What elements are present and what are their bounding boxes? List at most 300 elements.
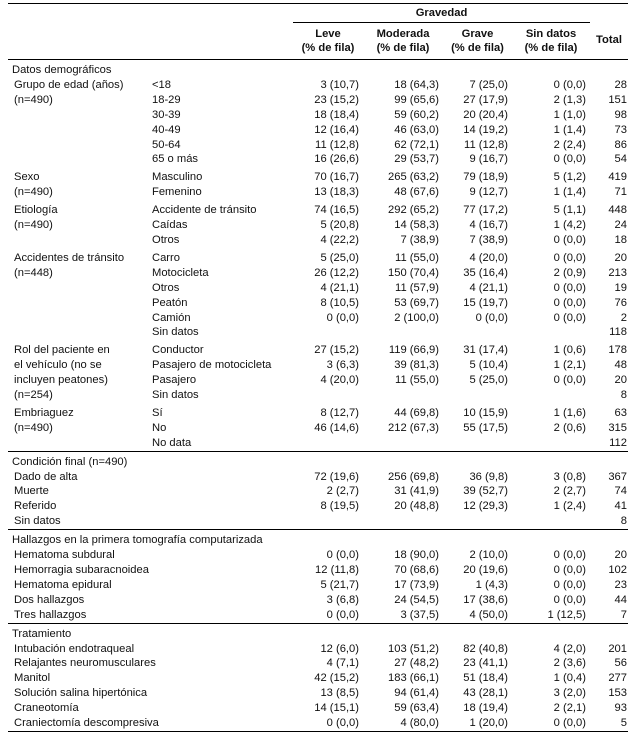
empty-cell bbox=[8, 311, 146, 326]
table-row bbox=[8, 701, 628, 716]
total-cell: 63 bbox=[614, 406, 627, 419]
table-row bbox=[8, 484, 628, 499]
value-cell: 20 (20,4) bbox=[463, 108, 508, 121]
empty-cell bbox=[8, 152, 146, 167]
value-cell: 43 (28,1) bbox=[463, 687, 508, 700]
value-cell: 0 (0,0) bbox=[326, 608, 359, 621]
value-cell bbox=[293, 325, 363, 340]
value-cell: 3 (6,8) bbox=[326, 593, 359, 606]
row-label: Tres hallazgos bbox=[14, 608, 87, 621]
value-cell bbox=[363, 514, 443, 529]
total-cell: 48 bbox=[614, 359, 627, 372]
group-label: el vehículo (no se bbox=[14, 359, 102, 372]
value-cell: 0 (0,0) bbox=[475, 311, 508, 324]
value-cell: 4 (22,2) bbox=[320, 233, 359, 246]
value-cell: 9 (16,7) bbox=[469, 153, 508, 166]
value-cell bbox=[443, 388, 512, 403]
category-label: Sin datos bbox=[152, 389, 199, 402]
value-cell: 77 (17,2) bbox=[463, 204, 508, 217]
section-title-row bbox=[8, 530, 628, 548]
value-cell: 7 (25,0) bbox=[469, 78, 508, 91]
category-label: Otros bbox=[152, 281, 180, 294]
value-cell: 13 (18,3) bbox=[314, 186, 359, 199]
table-row bbox=[8, 593, 628, 608]
value-cell bbox=[363, 436, 443, 451]
value-cell: 292 (65,2) bbox=[388, 204, 439, 217]
value-cell: 20 (19,6) bbox=[463, 564, 508, 576]
value-cell: 4 (16,7) bbox=[469, 219, 508, 232]
value-cell: 39 (52,7) bbox=[463, 485, 508, 498]
total-cell: 5 bbox=[590, 716, 628, 731]
value-cell: 36 (9,8) bbox=[469, 470, 508, 483]
value-cell: 42 (15,2) bbox=[314, 672, 359, 685]
value-cell: 7 (38,9) bbox=[400, 233, 439, 246]
value-cell: 2 (2,7) bbox=[553, 485, 586, 498]
total-cell: 28 bbox=[614, 78, 627, 91]
value-cell bbox=[443, 436, 512, 451]
value-cell: 44 (69,8) bbox=[394, 406, 439, 419]
gravedad-header: Gravedad bbox=[293, 4, 590, 23]
section-title-row bbox=[8, 60, 628, 78]
total-cell: 20 bbox=[614, 251, 627, 264]
table-row bbox=[8, 608, 628, 623]
empty-cell bbox=[8, 325, 146, 340]
value-cell: 2 (100,0) bbox=[394, 311, 439, 324]
table-row bbox=[8, 281, 628, 296]
value-cell: 79 (18,9) bbox=[463, 171, 508, 184]
row-label: Muerte bbox=[14, 485, 49, 498]
total-cell: 277 bbox=[608, 672, 627, 685]
total-cell: 8 bbox=[620, 515, 627, 528]
empty-cell bbox=[8, 281, 146, 296]
table-row bbox=[8, 123, 628, 138]
value-cell: 2 (2,7) bbox=[326, 485, 359, 498]
value-cell: 0 (0,0) bbox=[553, 153, 586, 166]
value-cell: 0 (0,0) bbox=[553, 374, 586, 387]
total-cell: 178 bbox=[608, 344, 627, 357]
section-title-row bbox=[8, 451, 628, 469]
value-cell: 5 (20,8) bbox=[320, 219, 359, 232]
value-cell: 12 (16,4) bbox=[314, 123, 359, 136]
value-cell: 11 (12,8) bbox=[464, 138, 508, 151]
empty-cell bbox=[8, 436, 146, 451]
value-cell: 14 (19,2) bbox=[463, 123, 508, 136]
value-cell: 10 (15,9) bbox=[463, 406, 508, 419]
value-cell: 1 (1,6) bbox=[553, 406, 586, 419]
value-cell: 46 (14,6) bbox=[314, 421, 359, 434]
value-cell: 39 (81,3) bbox=[394, 359, 439, 372]
total-cell: 118 bbox=[609, 326, 627, 339]
value-cell: 0 (0,0) bbox=[293, 716, 363, 731]
value-cell: 70 (16,7) bbox=[314, 171, 359, 184]
value-cell: 11 (57,9) bbox=[395, 281, 439, 294]
value-cell: 55 (17,5) bbox=[463, 421, 508, 434]
group-label: (n=254) bbox=[14, 389, 53, 402]
value-cell: 1 (1,4) bbox=[553, 186, 586, 199]
header-row-line2 bbox=[8, 41, 628, 60]
value-cell: 1 (4,2) bbox=[553, 219, 586, 232]
table-row bbox=[8, 78, 628, 93]
value-cell: 62 (72,1) bbox=[394, 138, 439, 151]
total-cell: 315 bbox=[608, 421, 627, 434]
total-cell: 98 bbox=[614, 108, 627, 121]
section-title: Datos demográficos bbox=[12, 64, 112, 76]
value-cell: 1 (12,5) bbox=[547, 608, 586, 621]
value-cell: 14 (15,1) bbox=[314, 702, 359, 715]
value-cell: 3 (37,5) bbox=[400, 608, 439, 621]
category-label: No bbox=[152, 421, 167, 434]
value-cell: 2 (0,6) bbox=[553, 421, 586, 434]
value-cell: 0 (0,0) bbox=[553, 233, 586, 246]
category-label: 18-29 bbox=[152, 93, 181, 106]
row-label: Craneotomía bbox=[14, 702, 79, 715]
total-cell: 56 bbox=[614, 657, 627, 670]
category-label: Pasajero bbox=[152, 374, 197, 387]
value-cell: 59 (60,2) bbox=[394, 108, 439, 121]
value-cell: 12 (29,3) bbox=[463, 500, 508, 513]
value-cell: 12 (11,8) bbox=[315, 564, 359, 576]
table-row bbox=[8, 358, 628, 373]
category-label: No data bbox=[152, 436, 192, 449]
table-row bbox=[8, 108, 628, 123]
category-label: Femenino bbox=[152, 186, 202, 199]
value-cell: 0 (0,0) bbox=[553, 251, 586, 264]
total-cell: 41 bbox=[614, 500, 627, 513]
table-row bbox=[8, 266, 628, 281]
row-label: Sin datos bbox=[14, 515, 61, 528]
value-cell: 2 (0,9) bbox=[553, 266, 586, 279]
total-cell: 213 bbox=[608, 266, 627, 279]
value-cell: 35 (16,4) bbox=[463, 266, 508, 279]
row-label: Intubación endotraqueal bbox=[14, 642, 135, 655]
group-label: Rol del paciente en bbox=[14, 344, 110, 357]
table-row bbox=[8, 325, 628, 340]
total-cell: 151 bbox=[608, 93, 627, 106]
category-label: Caídas bbox=[152, 219, 188, 232]
total-cell: 44 bbox=[614, 593, 627, 606]
value-cell: 12 (6,0) bbox=[320, 642, 359, 655]
table-row bbox=[8, 138, 628, 153]
row-label: Dado de alta bbox=[14, 470, 78, 483]
value-cell: 212 (67,3) bbox=[388, 421, 439, 434]
value-cell bbox=[293, 436, 363, 451]
value-cell: 53 (69,7) bbox=[394, 296, 439, 309]
value-cell: 4 (20,0) bbox=[469, 251, 508, 264]
value-cell: 1 (0,6) bbox=[553, 344, 586, 357]
value-cell: 13 (8,5) bbox=[320, 687, 359, 700]
table-row bbox=[8, 152, 628, 167]
value-cell: 2 (2,4) bbox=[553, 138, 586, 151]
value-cell: 0 (0,0) bbox=[553, 296, 586, 309]
value-cell: 9 (12,7) bbox=[469, 186, 508, 199]
value-cell: 150 (70,4) bbox=[388, 266, 439, 279]
table-row bbox=[8, 200, 628, 218]
category-label: Peatón bbox=[152, 296, 188, 309]
value-cell: 0 (0,0) bbox=[553, 564, 586, 576]
value-cell: 14 (58,3) bbox=[394, 219, 439, 232]
total-cell: 419 bbox=[608, 171, 627, 184]
value-cell: 0 (0,0) bbox=[553, 281, 586, 294]
col-leve-sub: (% de fila) bbox=[293, 41, 363, 60]
value-cell: 5 (1,1) bbox=[553, 204, 586, 217]
col-total-title: Total bbox=[590, 33, 628, 52]
value-cell: 24 (54,5) bbox=[394, 593, 439, 606]
empty-cell bbox=[8, 296, 146, 311]
value-cell: 256 (69,8) bbox=[388, 470, 439, 483]
value-cell bbox=[293, 514, 363, 529]
col-leve-title: Leve bbox=[315, 28, 341, 40]
table-row bbox=[8, 563, 628, 578]
group-label: Embriaguez bbox=[14, 406, 74, 419]
value-cell: 17 (73,9) bbox=[394, 578, 439, 591]
value-cell bbox=[443, 325, 512, 340]
value-cell: 18 (64,3) bbox=[394, 78, 439, 91]
empty-cell bbox=[8, 123, 146, 138]
value-cell: 103 (51,2) bbox=[388, 642, 439, 655]
value-cell: 20 (48,8) bbox=[394, 500, 439, 513]
row-label: Referido bbox=[14, 500, 57, 513]
empty-cell bbox=[8, 108, 146, 123]
group-label: Etiología bbox=[14, 204, 58, 217]
total-cell: 74 bbox=[614, 485, 627, 498]
value-cell: 8 (10,5) bbox=[320, 296, 359, 309]
value-cell: 4 (2,0) bbox=[553, 642, 586, 655]
table-row bbox=[8, 388, 628, 403]
table-row bbox=[8, 311, 628, 326]
value-cell: 265 (63,2) bbox=[388, 171, 439, 184]
section-title: Condición final (n=490) bbox=[8, 451, 628, 469]
category-label: Camión bbox=[152, 311, 191, 324]
value-cell: 8 (19,5) bbox=[320, 500, 359, 513]
table-row bbox=[8, 373, 628, 388]
category-label: Conductor bbox=[152, 344, 204, 357]
group-label: (n=448) bbox=[14, 266, 53, 279]
table-row bbox=[8, 436, 628, 451]
total-cell: 367 bbox=[608, 470, 627, 483]
col-sindatos-sub: (% de fila) bbox=[512, 41, 590, 60]
value-cell: 31 (41,9) bbox=[394, 485, 439, 498]
table-row bbox=[8, 548, 628, 563]
col-grave-title: Grave bbox=[461, 28, 494, 40]
row-label: Hemorragia subaracnoidea bbox=[14, 564, 149, 576]
value-cell: 1 (2,4) bbox=[553, 500, 586, 513]
value-cell bbox=[512, 436, 590, 451]
value-cell: 0 (0,0) bbox=[512, 716, 590, 731]
total-cell: 201 bbox=[608, 642, 627, 655]
value-cell: 4 (20,0) bbox=[320, 374, 359, 387]
value-cell: 0 (0,0) bbox=[326, 311, 359, 324]
col-moderada-title: Moderada bbox=[376, 28, 430, 40]
category-label: 40-49 bbox=[152, 123, 181, 136]
total-cell: 20 bbox=[614, 549, 627, 562]
category-label: Pasajero de motocicleta bbox=[152, 359, 272, 372]
value-cell: 4 (80,0) bbox=[363, 716, 443, 731]
value-cell: 0 (0,0) bbox=[553, 549, 586, 562]
table-row bbox=[8, 167, 628, 185]
value-cell: 48 (67,6) bbox=[394, 186, 439, 199]
value-cell: 15 (19,7) bbox=[463, 296, 508, 309]
table-row bbox=[8, 218, 628, 233]
value-cell bbox=[363, 325, 443, 340]
value-cell: 0 (0,0) bbox=[553, 578, 586, 591]
category-label: Accidente de tránsito bbox=[152, 204, 257, 217]
value-cell: 5 (21,7) bbox=[320, 578, 359, 591]
value-cell: 5 (25,0) bbox=[320, 251, 359, 264]
group-label: Accidentes de tránsito bbox=[14, 251, 125, 264]
group-label: (n=490) bbox=[14, 186, 53, 199]
value-cell: 82 (40,8) bbox=[463, 642, 508, 655]
total-cell: 71 bbox=[614, 186, 627, 199]
value-cell: 1 (2,1) bbox=[553, 359, 586, 372]
value-cell: 8 (12,7) bbox=[320, 406, 359, 419]
value-cell: 18 (18,4) bbox=[314, 108, 359, 121]
value-cell: 72 (19,6) bbox=[314, 470, 359, 483]
value-cell: 27 (48,2) bbox=[394, 657, 439, 670]
value-cell: 11 (12,8) bbox=[315, 138, 359, 151]
row-label: Hematoma subdural bbox=[14, 549, 115, 562]
col-sindatos-title: Sin datos bbox=[525, 28, 577, 40]
table-row bbox=[8, 93, 628, 108]
total-cell: 8 bbox=[620, 389, 627, 402]
total-cell: 448 bbox=[608, 204, 627, 217]
value-cell: 3 (0,8) bbox=[553, 470, 586, 483]
table-row bbox=[8, 656, 628, 671]
row-label: Solución salina hipertónica bbox=[14, 687, 148, 700]
value-cell: 0 (0,0) bbox=[553, 78, 586, 91]
row-label: Relajantes neuromusculares bbox=[14, 657, 156, 670]
row-label: Craniectomía descompresiva bbox=[8, 716, 293, 731]
table-row bbox=[8, 421, 628, 436]
group-label: (n=490) bbox=[14, 421, 53, 434]
total-cell: 112 bbox=[609, 436, 627, 449]
total-cell: 20 bbox=[614, 374, 627, 387]
total-cell: 7 bbox=[620, 608, 627, 621]
total-cell: 86 bbox=[614, 138, 627, 151]
total-cell: 23 bbox=[614, 578, 627, 591]
category-label: Otros bbox=[152, 233, 180, 246]
table-row bbox=[8, 233, 628, 248]
group-label: incluyen peatones) bbox=[14, 374, 108, 387]
value-cell: 99 (65,6) bbox=[394, 93, 439, 106]
value-cell: 4 (21,1) bbox=[469, 281, 508, 294]
row-label: Dos hallazgos bbox=[14, 593, 85, 606]
value-cell: 0 (0,0) bbox=[553, 593, 586, 606]
table-row bbox=[8, 296, 628, 311]
value-cell: 3 (10,7) bbox=[320, 78, 359, 91]
total-cell: 73 bbox=[614, 123, 627, 136]
value-cell: 0 (0,0) bbox=[553, 311, 586, 324]
value-cell: 11 (55,0) bbox=[395, 374, 439, 387]
value-cell: 183 (66,1) bbox=[388, 672, 439, 685]
category-label: 30-39 bbox=[152, 108, 181, 121]
severity-table bbox=[8, 3, 628, 732]
section-title: Hallazgos en la primera tomografía computarizada bbox=[8, 530, 628, 548]
value-cell: 46 (63,0) bbox=[394, 123, 439, 136]
table-row bbox=[8, 340, 628, 358]
empty-cell bbox=[8, 233, 146, 248]
value-cell: 23 (15,2) bbox=[314, 93, 359, 106]
value-cell: 2 (10,0) bbox=[469, 549, 508, 562]
value-cell: 27 (15,2) bbox=[314, 344, 359, 357]
value-cell: 16 (26,6) bbox=[314, 153, 359, 166]
value-cell: 70 (68,6) bbox=[394, 564, 439, 576]
value-cell: 59 (63,4) bbox=[394, 702, 439, 715]
value-cell: 23 (41,1) bbox=[463, 657, 508, 670]
value-cell: 1 (0,4) bbox=[553, 672, 586, 685]
value-cell bbox=[512, 388, 590, 403]
total-cell: 19 bbox=[614, 281, 627, 294]
value-cell: 3 (2,0) bbox=[553, 687, 586, 700]
value-cell: 5 (1,2) bbox=[553, 171, 586, 184]
value-cell: 2 (2,1) bbox=[553, 702, 586, 715]
header-row-line1 bbox=[8, 23, 628, 42]
total-cell: 102 bbox=[608, 564, 627, 576]
col-grave-sub: (% de fila) bbox=[443, 41, 512, 60]
total-cell: 18 bbox=[614, 233, 627, 246]
value-cell: 27 (17,9) bbox=[463, 93, 508, 106]
table-row bbox=[8, 642, 628, 657]
table-row bbox=[8, 403, 628, 421]
table-row bbox=[8, 514, 628, 529]
table-row bbox=[8, 671, 628, 686]
value-cell bbox=[293, 388, 363, 403]
total-cell: 153 bbox=[608, 687, 627, 700]
group-label: (n=490) bbox=[14, 219, 53, 232]
value-cell: 4 (21,1) bbox=[320, 281, 359, 294]
value-cell: 2 (3,6) bbox=[553, 657, 586, 670]
table-row bbox=[8, 578, 628, 593]
value-cell: 4 (50,0) bbox=[469, 608, 508, 621]
row-label: Hematoma epidural bbox=[14, 578, 112, 591]
value-cell: 26 (12,2) bbox=[314, 266, 359, 279]
category-label: <18 bbox=[152, 78, 171, 91]
value-cell: 18 (19,4) bbox=[463, 702, 508, 715]
category-label: 65 o más bbox=[152, 153, 199, 166]
value-cell: 74 (16,5) bbox=[314, 204, 359, 217]
total-cell: 76 bbox=[614, 296, 627, 309]
group-label: Grupo de edad (años) bbox=[14, 78, 124, 91]
category-label: Masculino bbox=[152, 171, 203, 184]
value-cell: 29 (53,7) bbox=[394, 153, 439, 166]
table-row bbox=[8, 185, 628, 200]
row-label: Manitol bbox=[14, 672, 51, 685]
value-cell: 0 (0,0) bbox=[326, 549, 359, 562]
group-label: (n=490) bbox=[14, 93, 53, 106]
value-cell: 11 (55,0) bbox=[395, 251, 439, 264]
section-title-row bbox=[8, 623, 628, 641]
total-cell: 2 bbox=[620, 311, 627, 324]
value-cell: 1 (1,4) bbox=[553, 123, 586, 136]
value-cell: 18 (90,0) bbox=[394, 549, 439, 562]
value-cell: 3 (6,3) bbox=[326, 359, 359, 372]
value-cell: 1 (1,0) bbox=[553, 108, 586, 121]
col-moderada-sub: (% de fila) bbox=[363, 41, 443, 60]
category-label: Sí bbox=[152, 406, 163, 419]
value-cell: 31 (17,4) bbox=[463, 344, 508, 357]
total-cell: 24 bbox=[614, 219, 627, 232]
value-cell bbox=[512, 514, 590, 529]
total-cell: 93 bbox=[614, 702, 627, 715]
table-row bbox=[8, 248, 628, 266]
value-cell: 1 (4,3) bbox=[475, 578, 508, 591]
value-cell: 119 (66,9) bbox=[388, 344, 439, 357]
value-cell: 7 (38,9) bbox=[469, 233, 508, 246]
value-cell bbox=[512, 325, 590, 340]
category-label: Sin datos bbox=[152, 326, 199, 339]
value-cell: 5 (10,4) bbox=[469, 359, 508, 372]
value-cell: 51 (18,4) bbox=[463, 672, 508, 685]
table-row bbox=[8, 716, 628, 731]
